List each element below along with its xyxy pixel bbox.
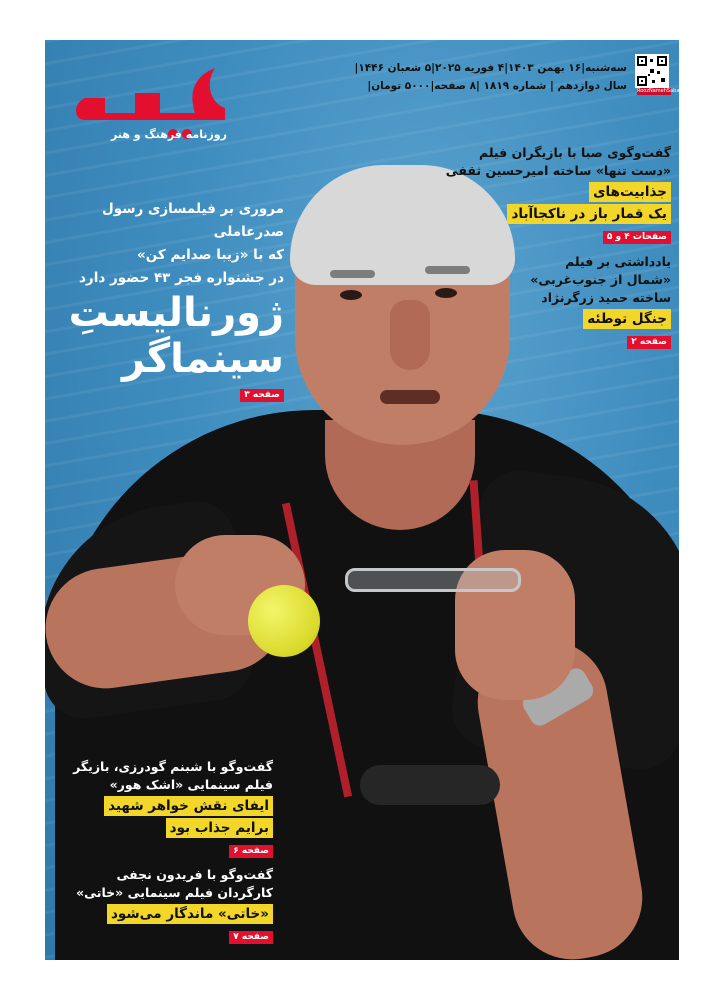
qr-caption: RoozNamehSaba [637,88,679,94]
main-intro-line-1: مروری بر فیلمسازی رسول صدرعاملی [102,201,284,240]
story-4-line-2: کارگردان فیلم سینمایی «خاتی» [76,885,273,900]
qr-code-icon [635,54,669,88]
person-mouth [380,390,440,404]
story-1-line-1: گفت‌وگوی صبا با بازیگران فیلم [479,145,671,160]
person-eye-left [340,290,362,300]
story-2-highlight-1: جنگل توطئه [583,309,671,329]
sidebar-story-2[interactable] [441,253,671,349]
story-1-page-badge: صفحات ۴ و ۵ [603,231,671,244]
story-1-line-2: «دست تنها» ساخته امیرحسین ثقفی [445,163,671,178]
story-3-line-1: گفت‌وگو با شبنم گودرزی، بازیگر [73,759,273,774]
date-line: سه‌شنبه|۱۶ بهمن ۱۴۰۳|۴ فوریه ۲۰۲۵|۵ شعبان ۱۴۴۶| [354,62,627,74]
person-brow-left [330,270,375,278]
main-headline[interactable] [45,290,284,402]
story-1-highlight-2: یک قمار باز در ناکجاآباد [507,204,671,224]
main-story [54,198,284,290]
tennis-ball [248,585,320,657]
story-4-page-badge: صفحه ۷ [229,931,273,944]
story-2-page-badge: صفحه ۲ [627,336,671,349]
logo-tagline: روزنامه فرهنگ و هنر [111,128,227,141]
main-intro-line-3: در جشنواره فجر ۴۳ حضور دارد [79,270,284,286]
hanging-sunglasses [360,765,500,805]
main-intro-line-2: که با «زیبا صدایم کن» [137,247,284,263]
story-2-line-1: یادداشتی بر فیلم [565,254,671,269]
sidebar-story-1[interactable] [441,144,671,244]
newspaper-cover [45,40,679,960]
person-nose [390,300,430,370]
story-4-highlight-1: «خاتی» ماندگار می‌شود [107,904,273,924]
story-3-page-badge: صفحه ۶ [229,845,273,858]
eyeglasses [345,568,521,592]
main-title-line-2: سینماگر [122,336,284,382]
story-3-highlight-1: ایفای نقش خواهر شهید [104,796,273,816]
story-4-line-1: گفت‌وگو با فریدون نجفی [116,867,273,882]
story-3-highlight-2: برایم جذاب بود [166,818,273,838]
sidebar-story-3[interactable] [53,758,273,858]
story-2-line-2: «شمال از جنوب‌غربی» [530,272,671,287]
story-2-line-3: ساخته حمید زرگرنژاد [541,290,671,305]
story-3-line-2: فیلم سینمایی «اشک هور» [109,777,273,792]
issue-line: سال دوازدهم | شماره ۱۸۱۹ |۸ صفحه|۵۰۰۰ تومان| [367,80,627,92]
story-1-highlight-1: جذابیت‌های [589,182,671,202]
main-page-badge: صفحه ۳ [240,389,284,402]
sidebar-story-4[interactable] [53,866,273,944]
main-title-line-1: ژورنالیستِ [68,290,284,336]
